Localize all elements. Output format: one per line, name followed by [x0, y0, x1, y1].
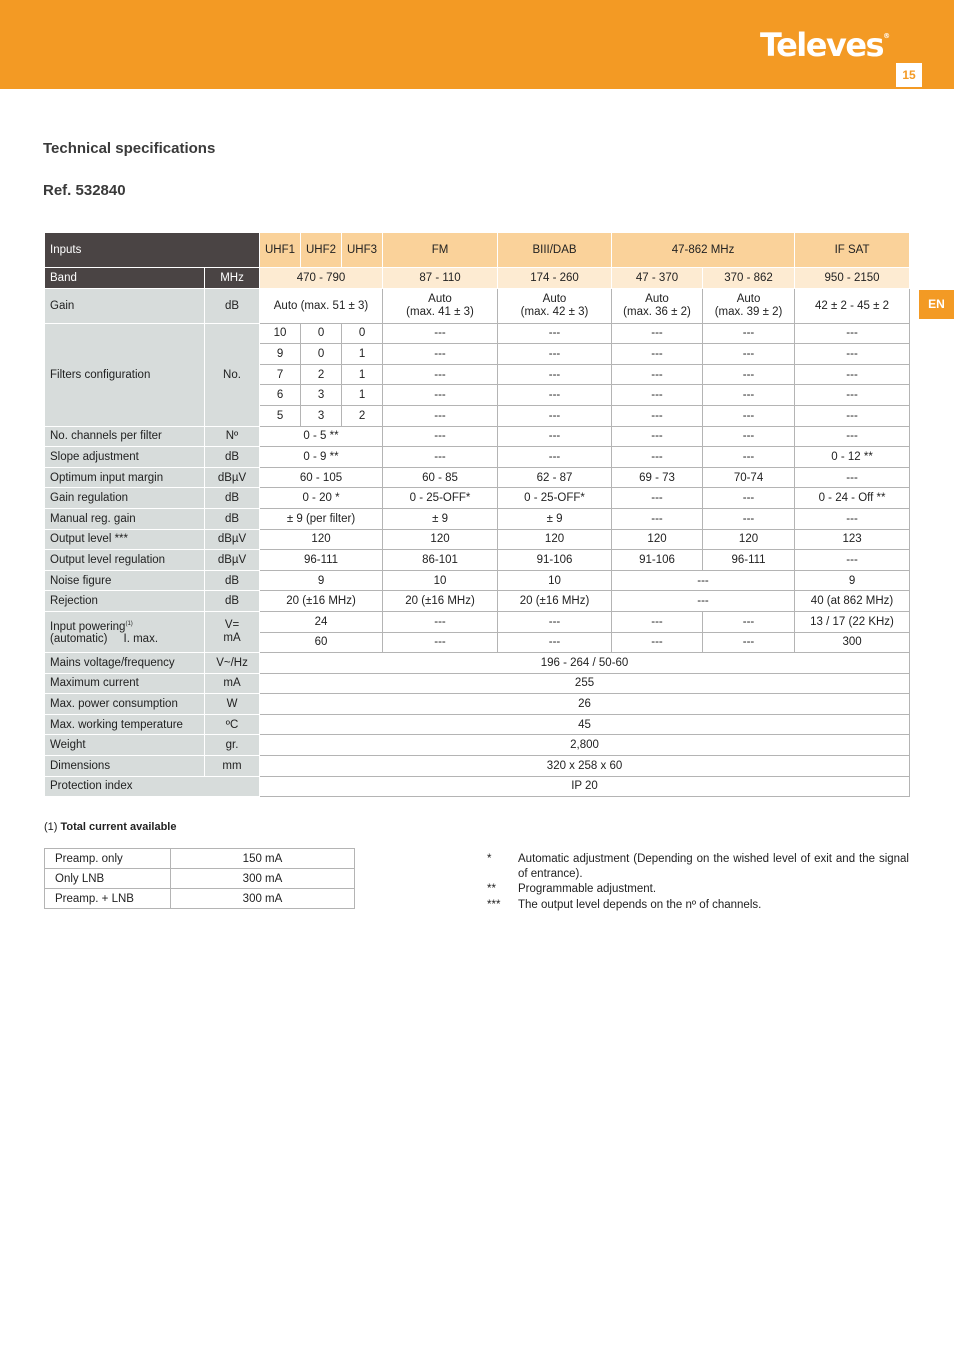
- table-cell: ---: [703, 488, 795, 509]
- table-cell: 70-74: [703, 467, 795, 488]
- table-cell: ---: [612, 632, 703, 653]
- table-cell: ---: [383, 447, 498, 468]
- table-cell: ± 9: [498, 508, 612, 529]
- table-cell: 370 - 862: [703, 268, 795, 289]
- table-cell: ---: [612, 508, 703, 529]
- table-cell: 2: [301, 364, 342, 385]
- table-cell: 96-111: [703, 550, 795, 571]
- table-cell: ---: [612, 385, 703, 406]
- table-cell: ---: [612, 611, 703, 632]
- header-bar: [0, 0, 954, 89]
- table-cell: 120: [703, 529, 795, 550]
- input-header: UHF2: [301, 233, 342, 268]
- row-label: Dimensions: [45, 756, 205, 777]
- footnote-mark: ***: [487, 898, 501, 911]
- table-cell: 91-106: [498, 550, 612, 571]
- row-unit: dB: [205, 570, 260, 591]
- table-cell: 42 ± 2 - 45 ± 2: [795, 288, 910, 323]
- unit-volts: V=: [224, 619, 240, 631]
- table-cell: 2,800: [260, 735, 910, 756]
- table-cell: ---: [612, 364, 703, 385]
- table-cell: 96-111: [260, 550, 383, 571]
- table-cell: ---: [498, 611, 612, 632]
- table-cell: 320 x 258 x 60: [260, 756, 910, 777]
- table-cell: 120: [498, 529, 612, 550]
- table-cell: 20 (±16 MHz): [383, 591, 498, 612]
- footnote-item: [487, 882, 909, 897]
- table-row: [45, 653, 910, 674]
- table-cell: ---: [612, 488, 703, 509]
- table-cell: 87 - 110: [383, 268, 498, 289]
- row-label: Max. working temperature: [45, 714, 205, 735]
- table-cell: 60 - 105: [260, 467, 383, 488]
- table-cell: ---: [703, 611, 795, 632]
- input-header: BIII/DAB: [498, 233, 612, 268]
- row-label: Rejection: [45, 591, 205, 612]
- footnote-item: [487, 898, 909, 913]
- page-number: 15: [896, 63, 922, 87]
- table-cell: ---: [703, 426, 795, 447]
- table-row: [45, 447, 910, 468]
- footnote-text: Programmable adjustment.: [518, 883, 657, 895]
- table-cell: ---: [498, 385, 612, 406]
- table-cell: ---: [612, 447, 703, 468]
- row-unit: dBµV: [205, 467, 260, 488]
- gain-auto: Auto: [428, 292, 452, 305]
- table-cell: 91-106: [612, 550, 703, 571]
- table-row: [45, 694, 910, 715]
- current-row: [45, 869, 355, 889]
- gain-row: [45, 288, 910, 323]
- row-label: Gain regulation: [45, 488, 205, 509]
- row-unit: No.: [205, 323, 260, 426]
- table-cell: 1: [342, 364, 383, 385]
- powering-row: [45, 611, 910, 632]
- table-cell: 7: [260, 364, 301, 385]
- table-cell: ---: [498, 447, 612, 468]
- current-value: 300 mA: [171, 869, 355, 889]
- row-unit: Nº: [205, 426, 260, 447]
- table-cell: 0: [301, 344, 342, 365]
- powering-imax: I. max.: [123, 633, 159, 646]
- table-cell: 60 - 85: [383, 467, 498, 488]
- table-cell: ---: [703, 364, 795, 385]
- table-cell: ---: [612, 426, 703, 447]
- table-cell: ---: [703, 632, 795, 653]
- table-cell: 9: [795, 570, 910, 591]
- table-cell: 0 - 25-OFF*: [383, 488, 498, 509]
- table-cell: ---: [383, 426, 498, 447]
- current-value: 150 mA: [171, 849, 355, 869]
- table-cell: ---: [795, 508, 910, 529]
- row-unit: mm: [205, 756, 260, 777]
- table-cell: ---: [383, 323, 498, 344]
- total-current-title: (1) Total current available: [44, 821, 177, 833]
- row-label: Mains voltage/frequency: [45, 653, 205, 674]
- table-cell: ---: [383, 364, 498, 385]
- table-cell: 0: [342, 323, 383, 344]
- table-cell: ---: [795, 467, 910, 488]
- table-cell: [383, 288, 498, 323]
- table-row: [45, 714, 910, 735]
- table-row: [45, 570, 910, 591]
- current-source: Only LNB: [45, 869, 171, 889]
- table-cell: ---: [612, 570, 795, 591]
- gain-max: (max. 42 ± 3): [520, 305, 589, 318]
- row-label: No. channels per filter: [45, 426, 205, 447]
- table-row: [45, 735, 910, 756]
- table-cell: 1: [342, 344, 383, 365]
- inputs-header-row: [45, 233, 910, 268]
- row-unit: dB: [205, 591, 260, 612]
- table-cell: Auto (max. 51 ± 3): [260, 288, 383, 323]
- table-cell: ---: [703, 508, 795, 529]
- table-row: [45, 776, 910, 797]
- input-header: IF SAT: [795, 233, 910, 268]
- reference-title: Ref. 532840: [43, 182, 126, 199]
- table-row: [45, 591, 910, 612]
- table-row: [45, 550, 910, 571]
- row-unit: mA: [205, 673, 260, 694]
- row-label: Maximum current: [45, 673, 205, 694]
- row-unit: dBµV: [205, 529, 260, 550]
- current-row: [45, 849, 355, 869]
- footnotes: [487, 852, 909, 913]
- table-cell: 174 - 260: [498, 268, 612, 289]
- row-unit: V~/Hz: [205, 653, 260, 674]
- table-cell: 1: [342, 385, 383, 406]
- table-cell: 0: [301, 323, 342, 344]
- table-cell: ---: [703, 447, 795, 468]
- row-unit: [205, 611, 260, 652]
- table-cell: 10: [498, 570, 612, 591]
- table-cell: 45: [260, 714, 910, 735]
- table-cell: IP 20: [260, 776, 910, 797]
- footnote-mark: **: [487, 883, 496, 895]
- table-cell: 120: [383, 529, 498, 550]
- input-header: 47-862 MHz: [612, 233, 795, 268]
- table-cell: 13 / 17 (22 KHz): [795, 611, 910, 632]
- row-label: Output level ***: [45, 529, 205, 550]
- gain-auto: Auto: [645, 292, 669, 305]
- table-cell: [498, 288, 612, 323]
- band-row: [45, 268, 910, 289]
- table-cell: 120: [260, 529, 383, 550]
- input-header: UHF3: [342, 233, 383, 268]
- table-cell: 300: [795, 632, 910, 653]
- spec-table: [44, 232, 910, 797]
- row-label: Weight: [45, 735, 205, 756]
- table-cell: ---: [383, 632, 498, 653]
- unit-ma: mA: [223, 632, 241, 644]
- row-unit: dB: [205, 288, 260, 323]
- table-cell: ---: [612, 591, 795, 612]
- table-cell: ---: [703, 323, 795, 344]
- table-cell: 196 - 264 / 50-60: [260, 653, 910, 674]
- language-tab[interactable]: EN: [919, 290, 954, 319]
- row-label: Band: [45, 268, 205, 289]
- filter-row: [45, 323, 910, 344]
- row-unit: dB: [205, 488, 260, 509]
- table-cell: [703, 288, 795, 323]
- table-cell: 62 - 87: [498, 467, 612, 488]
- table-cell: 26: [260, 694, 910, 715]
- table-cell: ---: [795, 364, 910, 385]
- table-cell: 0 - 9 **: [260, 447, 383, 468]
- table-cell: ---: [383, 385, 498, 406]
- row-label: Protection index: [45, 776, 260, 797]
- table-cell: ---: [703, 385, 795, 406]
- table-cell: 255: [260, 673, 910, 694]
- table-cell: ---: [383, 405, 498, 426]
- table-cell: ---: [703, 405, 795, 426]
- table-cell: 0 - 12 **: [795, 447, 910, 468]
- table-cell: ---: [498, 426, 612, 447]
- footnote-item: [487, 852, 909, 881]
- table-cell: ---: [383, 611, 498, 632]
- table-cell: ± 9: [383, 508, 498, 529]
- table-cell: 10: [260, 323, 301, 344]
- table-cell: 3: [301, 385, 342, 406]
- table-cell: [612, 288, 703, 323]
- row-unit: dBµV: [205, 550, 260, 571]
- current-value: 300 mA: [171, 889, 355, 909]
- table-cell: ---: [795, 405, 910, 426]
- table-cell: 24: [260, 611, 383, 632]
- table-cell: ---: [612, 405, 703, 426]
- table-row: [45, 529, 910, 550]
- table-row: [45, 467, 910, 488]
- powering-auto: (automatic): [50, 633, 108, 646]
- table-row: [45, 508, 910, 529]
- table-cell: 20 (±16 MHz): [498, 591, 612, 612]
- table-cell: ---: [498, 405, 612, 426]
- row-label: Filters configuration: [45, 323, 205, 426]
- table-cell: 123: [795, 529, 910, 550]
- row-label: Optimum input margin: [45, 467, 205, 488]
- gain-max: (max. 41 ± 3): [406, 305, 474, 318]
- inputs-label: Inputs: [45, 233, 260, 268]
- powering-label: Input powering: [50, 620, 126, 633]
- row-unit: W: [205, 694, 260, 715]
- table-cell: ---: [612, 323, 703, 344]
- gain-auto: Auto: [542, 292, 567, 305]
- table-cell: ---: [795, 385, 910, 406]
- table-cell: 120: [612, 529, 703, 550]
- gain-auto: Auto: [736, 292, 761, 305]
- table-cell: ---: [795, 550, 910, 571]
- row-unit: MHz: [205, 268, 260, 289]
- row-label: Max. power consumption: [45, 694, 205, 715]
- powering-note-ref: (1): [125, 620, 133, 627]
- table-cell: 9: [260, 570, 383, 591]
- page-title: Technical specifications: [43, 140, 216, 157]
- input-header: FM: [383, 233, 498, 268]
- brand-logo: Televes®: [760, 26, 891, 64]
- table-cell: ---: [498, 323, 612, 344]
- table-cell: 47 - 370: [612, 268, 703, 289]
- row-unit: gr.: [205, 735, 260, 756]
- total-current-table: [44, 848, 355, 909]
- table-cell: 60: [260, 632, 383, 653]
- table-cell: 9: [260, 344, 301, 365]
- row-label: Manual reg. gain: [45, 508, 205, 529]
- current-source: Preamp. only: [45, 849, 171, 869]
- footnote-text: Automatic adjustment (Depending on the wished level of exit and the signal of entrance).: [518, 853, 909, 880]
- table-row: [45, 673, 910, 694]
- table-cell: 0 - 20 *: [260, 488, 383, 509]
- row-unit: dB: [205, 508, 260, 529]
- row-unit: dB: [205, 447, 260, 468]
- table-cell: 6: [260, 385, 301, 406]
- table-cell: 950 - 2150: [795, 268, 910, 289]
- table-cell: 5: [260, 405, 301, 426]
- table-cell: 0 - 24 - Off **: [795, 488, 910, 509]
- table-row: [45, 426, 910, 447]
- table-cell: ---: [498, 364, 612, 385]
- row-label: Noise figure: [45, 570, 205, 591]
- current-row: [45, 889, 355, 909]
- row-label: Gain: [45, 288, 205, 323]
- table-cell: 10: [383, 570, 498, 591]
- table-cell: 20 (±16 MHz): [260, 591, 383, 612]
- table-row: [45, 756, 910, 777]
- table-cell: 0 - 5 **: [260, 426, 383, 447]
- table-cell: ---: [383, 344, 498, 365]
- row-label: Output level regulation: [45, 550, 205, 571]
- table-cell: ---: [795, 344, 910, 365]
- gain-max: (max. 39 ± 2): [714, 305, 783, 318]
- table-cell: ---: [795, 323, 910, 344]
- table-cell: ---: [703, 344, 795, 365]
- table-cell: 2: [342, 405, 383, 426]
- table-cell: 40 (at 862 MHz): [795, 591, 910, 612]
- input-header: UHF1: [260, 233, 301, 268]
- current-source: Preamp. + LNB: [45, 889, 171, 909]
- table-cell: 3: [301, 405, 342, 426]
- row-label: Slope adjustment: [45, 447, 205, 468]
- table-cell: 470 - 790: [260, 268, 383, 289]
- table-cell: 86-101: [383, 550, 498, 571]
- table-cell: ± 9 (per filter): [260, 508, 383, 529]
- table-cell: ---: [498, 632, 612, 653]
- gain-max: (max. 36 ± 2): [623, 305, 691, 318]
- table-cell: ---: [498, 344, 612, 365]
- table-cell: ---: [795, 426, 910, 447]
- footnote-mark: *: [487, 853, 492, 865]
- table-row: [45, 488, 910, 509]
- table-cell: 69 - 73: [612, 467, 703, 488]
- table-cell: ---: [612, 344, 703, 365]
- row-unit: ºC: [205, 714, 260, 735]
- footnote-text: The output level depends on the nº of channels.: [518, 898, 762, 911]
- row-label: [45, 611, 205, 652]
- table-cell: 0 - 25-OFF*: [498, 488, 612, 509]
